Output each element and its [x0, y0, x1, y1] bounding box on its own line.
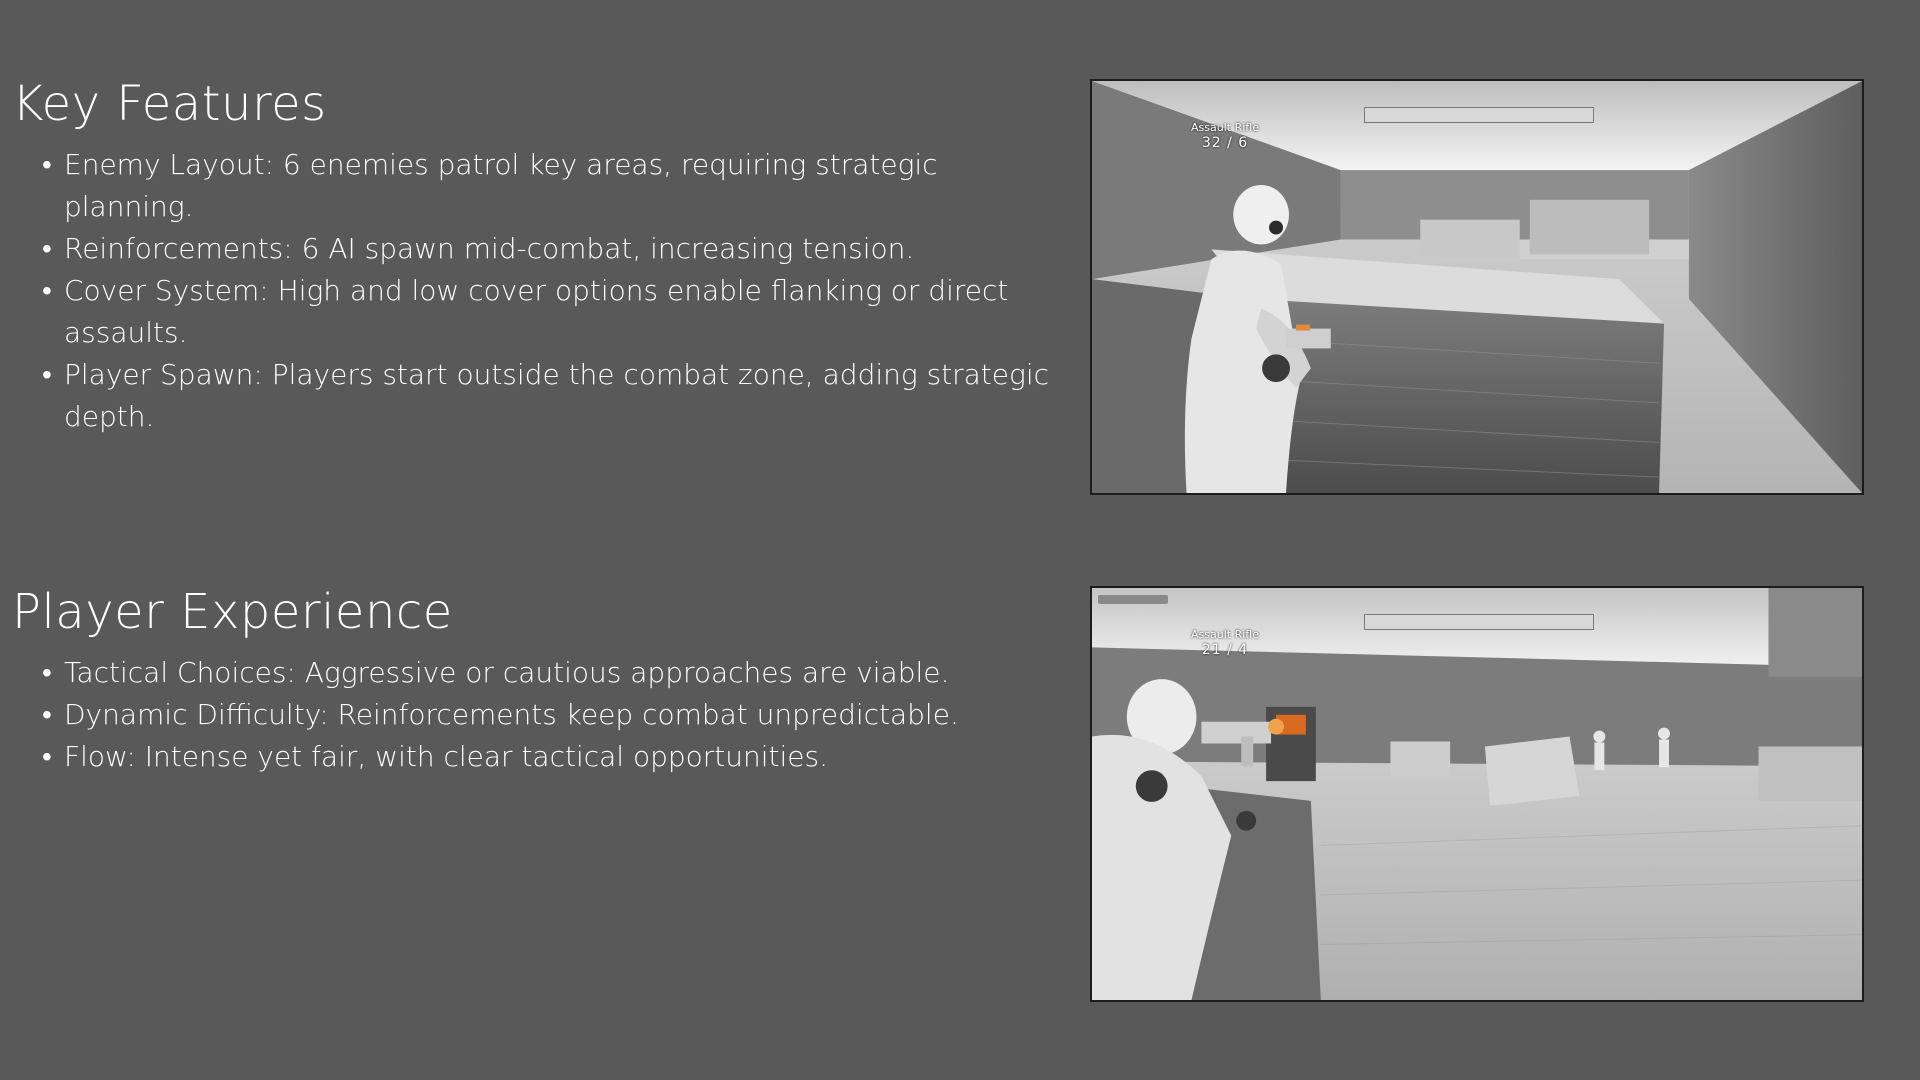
weapon-name: Assault Rifle: [1191, 628, 1259, 641]
gameplay-screenshot-1: [1090, 79, 1864, 495]
bullet-icon: •: [42, 148, 52, 181]
key-features-list: [12, 144, 1052, 438]
weapon-name: Assault Rifle: [1191, 121, 1259, 134]
health-bar: [1364, 107, 1594, 123]
gameplay-screenshot-2: [1090, 586, 1864, 1002]
ammo-count: 21 / 4: [1201, 642, 1249, 658]
objective-tag: [1098, 595, 1168, 604]
list-item: [12, 694, 1052, 736]
list-item: [12, 144, 1052, 228]
player-experience-section: [12, 578, 1052, 778]
bullet-icon: •: [42, 698, 52, 731]
ammo-count: 32 / 6: [1201, 135, 1249, 151]
list-item-text: Cover System: High and low cover options enable flanking or direct assaults.: [64, 274, 1009, 349]
list-item: [12, 270, 1052, 354]
list-item: [12, 652, 1052, 694]
list-item-text: Dynamic Difficulty: Reinforcements keep combat unpredictable.: [64, 698, 959, 731]
health-bar: [1364, 614, 1594, 630]
list-item-text: Tactical Choices: Aggressive or cautious approaches are viable.: [64, 656, 950, 689]
list-item: [12, 736, 1052, 778]
bullet-icon: •: [42, 232, 52, 265]
list-item-text: Player Spawn: Players start outside the combat zone, adding strategic depth.: [64, 358, 1049, 433]
player-experience-list: [12, 652, 1052, 778]
list-item: [12, 354, 1052, 438]
list-item-text: Reinforcements: 6 AI spawn mid-combat, increasing tension.: [64, 232, 915, 265]
weapon-hud: [1177, 121, 1273, 152]
list-item-text: Flow: Intense yet fair, with clear tactical opportunities.: [64, 740, 829, 773]
player-experience-heading: Player Experience: [12, 584, 453, 640]
bullet-icon: •: [42, 274, 52, 307]
weapon-hud: [1177, 628, 1273, 659]
list-item: [12, 228, 1052, 270]
bullet-icon: •: [42, 656, 52, 689]
bullet-icon: •: [42, 740, 52, 773]
bullet-icon: •: [42, 358, 52, 391]
key-features-heading: Key Features: [12, 76, 327, 132]
key-features-section: [12, 70, 1052, 438]
list-item-text: Enemy Layout: 6 enemies patrol key areas, requiring strategic planning.: [64, 148, 938, 223]
